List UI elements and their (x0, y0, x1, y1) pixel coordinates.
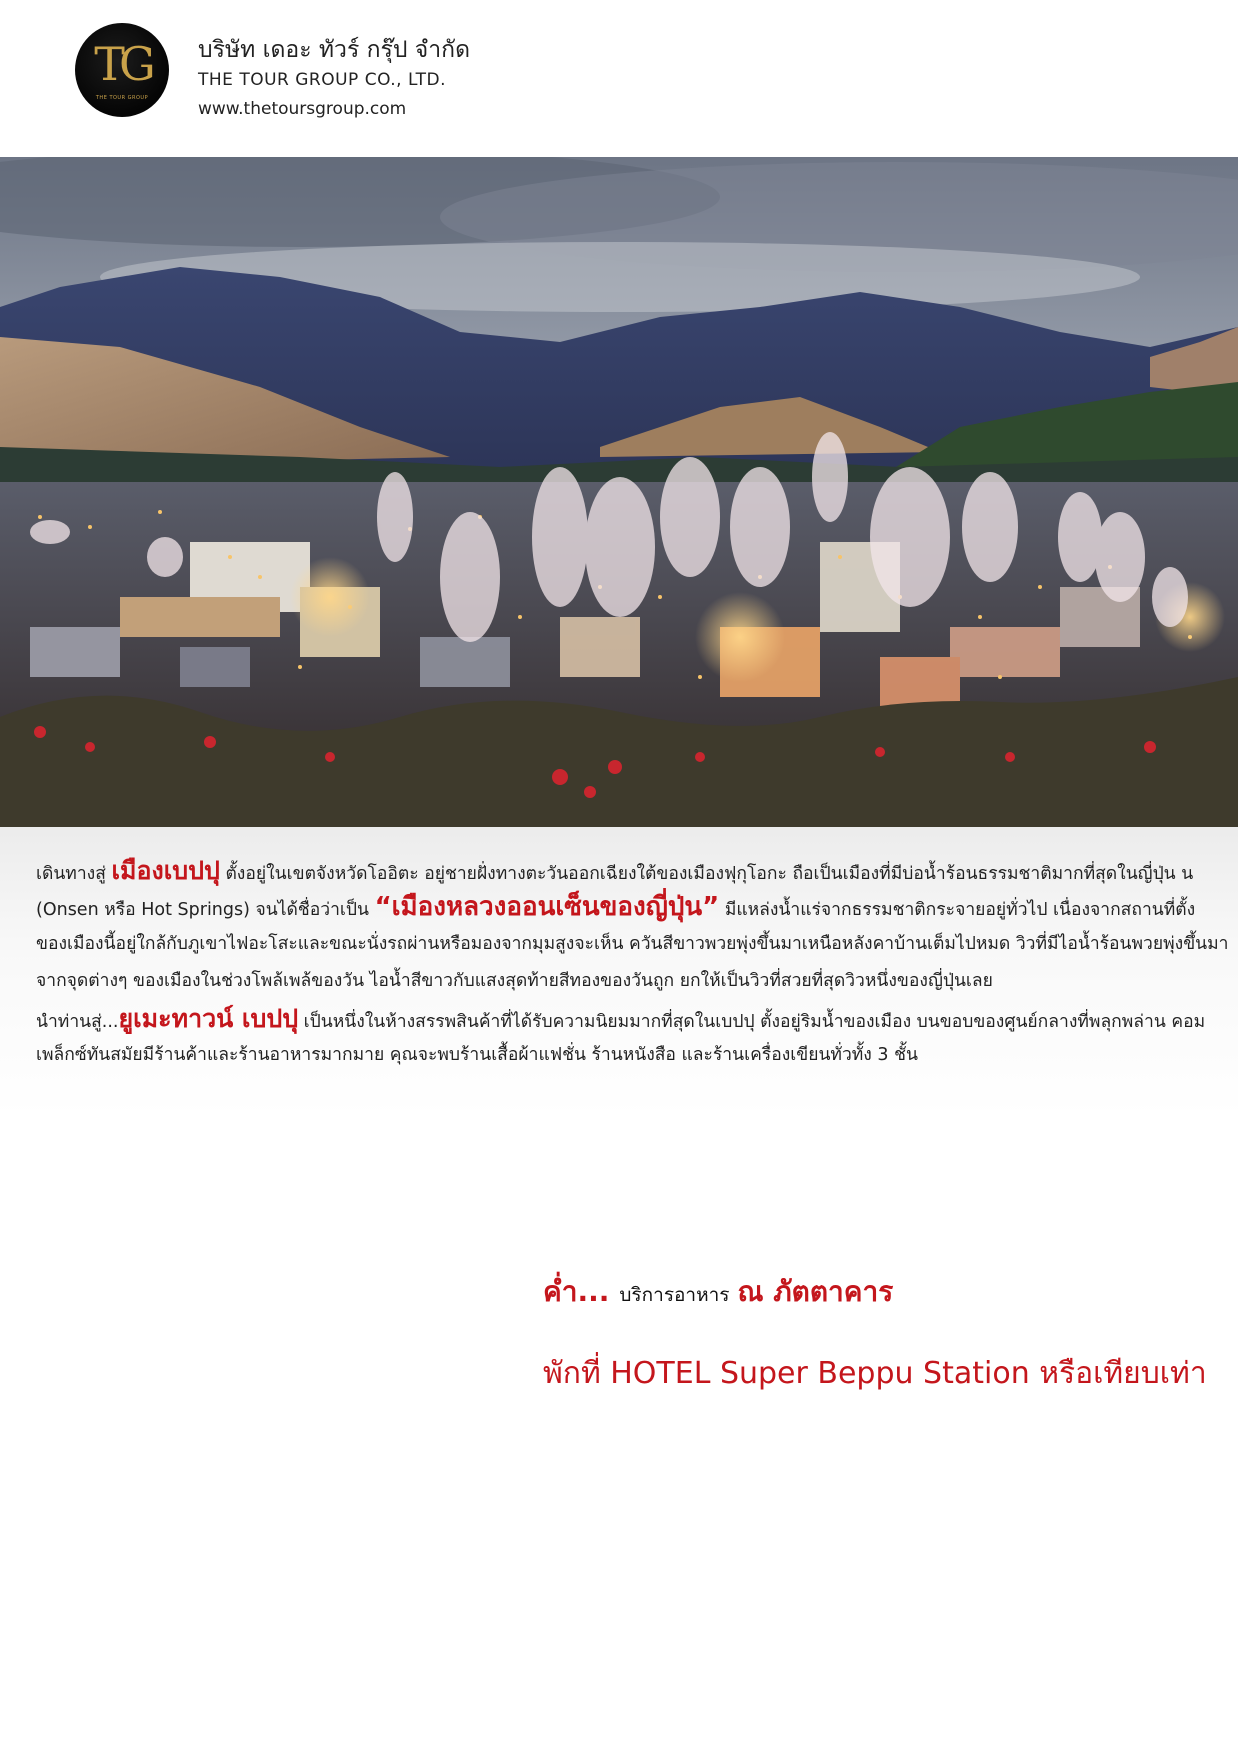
description-line-1: เดินทางสู่ เมืองเบปปุ ตั้งอยู่ในเขตจังหวัดโออิตะ อยู่ชายฝั่งทางตะวันออกเฉียงใต้ของเมืองฟุกุโอกะ ถือเป็นเมืองที่มีบ่อน้ำร้อนธรรมชาติมากที่สุดในญี่ปุ่น น (36, 856, 1194, 885)
description-line-2: (Onsen หรือ Hot Springs) จนได้ชื่อว่าเป็น “เมืองหลวงออนเซ็นของญี่ปุ่น” มีแหล่งน้ำแร่จากธรรมชาติกระจายอยู่ทั่วไป เนื่องจากสถานที่ตั้ง (36, 892, 1196, 922)
dinner-label: ค่ำ... (543, 1275, 610, 1308)
hotel-info: พักที่ HOTEL Super Beppu Station หรือเทียบเท่า (543, 1356, 1207, 1391)
tour-description (36, 852, 1238, 1074)
beppu-onsen-town-photo (0, 157, 1238, 827)
description-line-4: จากจุดต่างๆ ของเมืองในช่วงโพล้เพล้ของวัน ไอน้ำสีขาวกับแสงสุดท้ายสีทองของวันถูก ยกให้เป็นวิวที่สวยที่สุดวิวหนึ่งของญี่ปุ่นเลย (36, 971, 993, 991)
description-line-5: นำท่านสู่...ยูเมะทาวน์ เบปปุ เป็นหนึ่งในห้างสรรพสินค้าที่ได้รับความนิยมมากที่สุดในเบปปุ ตั้งอยู่ริมน้ำของเมือง บนขอบของศูนย์กลางที่พลุกพล่าน คอม (36, 1004, 1206, 1033)
company-header (0, 0, 1241, 157)
highlight-onsen-capital: “เมืองหลวงออนเซ็นของญี่ปุ่น” (374, 892, 720, 922)
dinner-place: ณ ภัตตาคาร (737, 1275, 894, 1308)
highlight-youme-town: ยูเมะทาวน์ เบปปุ (118, 1004, 299, 1033)
logo-caption: THE TOUR GROUP (95, 95, 149, 101)
company-website: www.thetoursgroup.com (198, 99, 407, 119)
company-name-thai: บริษัท เดอะ ทัวร์ กรุ๊ป จำกัด (198, 37, 471, 63)
dinner-info (543, 1270, 893, 1314)
company-logo (75, 23, 169, 117)
highlight-beppu-city: เมืองเบปปุ (111, 856, 220, 885)
dinner-service: บริการอาหาร (619, 1284, 730, 1306)
logo-monogram: TG (94, 37, 150, 91)
company-name-english: THE TOUR GROUP CO., LTD. (198, 70, 446, 90)
description-line-6: เพล็กซ์ทันสมัยมีร้านค้าและร้านอาหารมากมาย คุณจะพบร้านเสื้อผ้าแฟชั่น ร้านหนังสือ และร้านเครื่องเขียนทั่วทั้ง 3 ชั้น (36, 1045, 918, 1065)
description-line-3: ของเมืองนี้อยู่ใกล้กับภูเขาไฟอะโสะและขณะนั่งรถผ่านหรือมองจากมุมสูงจะเห็น ควันสีขาวพวยพุ่งขึ้นมาเหนือหลังคาบ้านเต็มไปหมด วิวที่มีไอน้ำร้อนพวยพุ่งขึ้นมา (36, 934, 1229, 954)
